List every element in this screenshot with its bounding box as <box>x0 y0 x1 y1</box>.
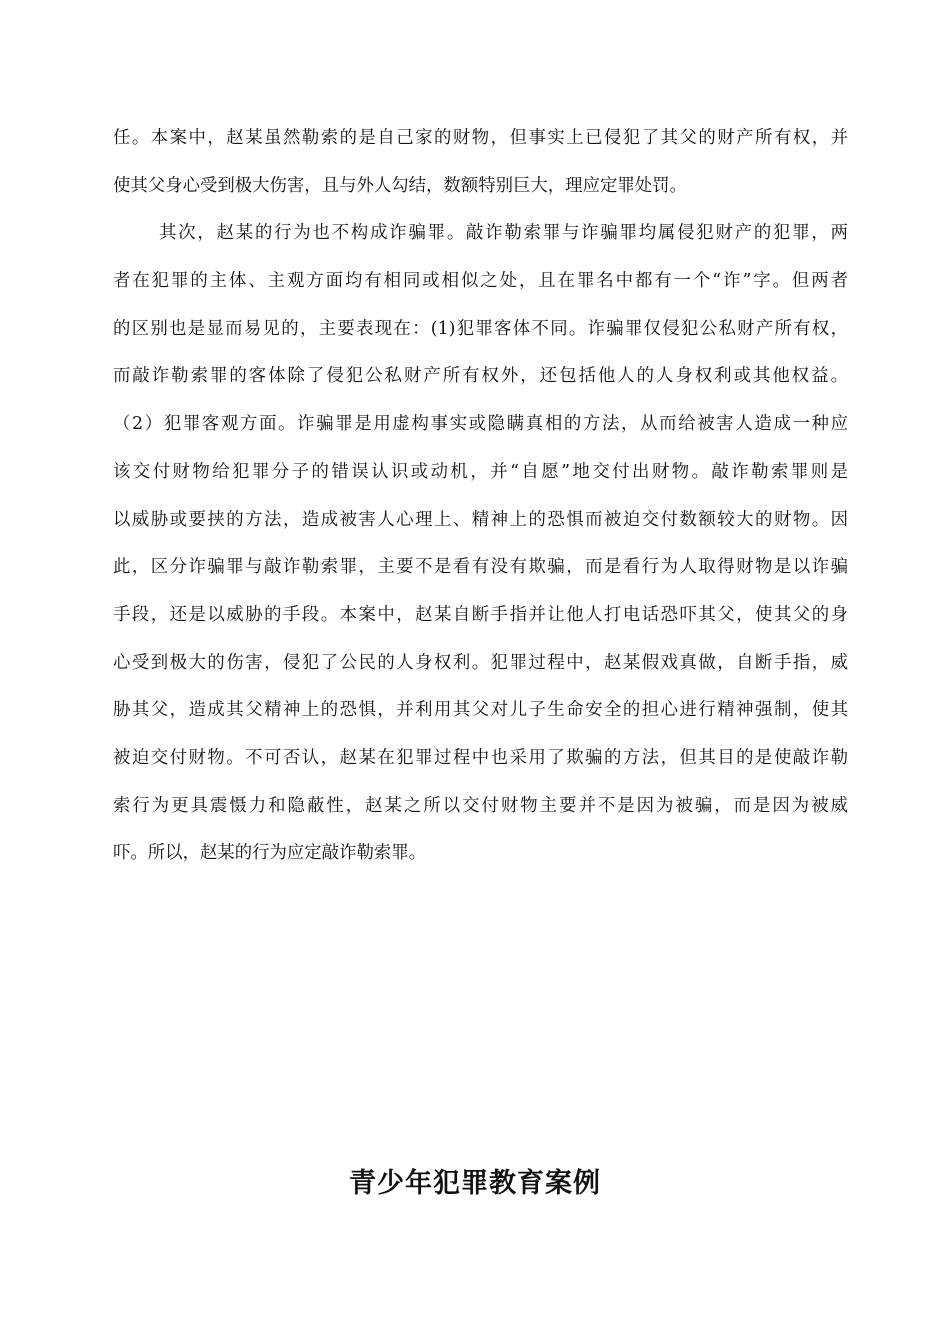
text-line: 者在犯罪的主体、主观方面均有相同或相似之处，且在罪名中都有一个“诈”字。但两者 <box>113 271 848 292</box>
text-line: 以威胁或要挟的方法，造成被害人心理上、精神上的恐惧而被迫交付数额较大的财物。因 <box>113 509 848 530</box>
text-line: 被迫交付财物。不可否认，赵某在犯罪过程中也采用了欺骗的方法，但其目的是使敲诈勒 <box>113 747 848 768</box>
text-line: 胁其父，造成其父精神上的恐惧，并利用其父对儿子生命安全的担心进行精神强制，使其 <box>113 700 848 721</box>
section-title: 青少年犯罪教育案例 <box>349 1168 601 1199</box>
text-line: 而敲诈勒索罪的客体除了侵犯公私财产所有权外，还包括他人的人身权利或其他权益。 <box>113 366 848 387</box>
body-text <box>113 119 848 882</box>
text-line: 使其父身心受到极大伤害，且与外人勾结，数额特别巨大，理应定罪处罚。 <box>113 175 687 196</box>
text-line: （2）犯罪客观方面。诈骗罪是用虚构事实或隐瞒真相的方法，从而给被害人造成一种应 <box>113 414 848 435</box>
text-line: 索行为更具震慑力和隐蔽性，赵某之所以交付财物主要并不是因为被骗，而是因为被威 <box>113 795 848 816</box>
text-line: 任。本案中，赵某虽然勒索的是自己家的财物，但事实上已侵犯了其父的财产所有权，并 <box>113 128 848 148</box>
text-line: 的区别也是显而易见的，主要表现在：(1)犯罪客体不同。诈骗罪仅侵犯公私财产所有权， <box>113 318 848 339</box>
text-line: 心受到极大的伤害，侵犯了公民的人身权利。犯罪过程中，赵某假戏真做，自断手指，威 <box>113 652 848 673</box>
text-line: 吓。所以，赵某的行为应定敲诈勒索罪。 <box>113 843 427 864</box>
text-line: 其次，赵某的行为也不构成诈骗罪。敲诈勒索罪与诈骗罪均属侵犯财产的犯罪，两 <box>159 223 848 244</box>
text-line: 此，区分诈骗罪与敲诈勒索罪，主要不是看有没有欺骗，而是看行为人取得财物是以诈骗 <box>113 557 848 578</box>
text-line: 手段，还是以威胁的手段。本案中，赵某自断手指并让他人打电话恐吓其父，使其父的身 <box>113 604 848 625</box>
text-line: 该交付财物给犯罪分子的错误认识或动机，并“自愿”地交付出财物。敲诈勒索罪则是 <box>113 461 848 482</box>
